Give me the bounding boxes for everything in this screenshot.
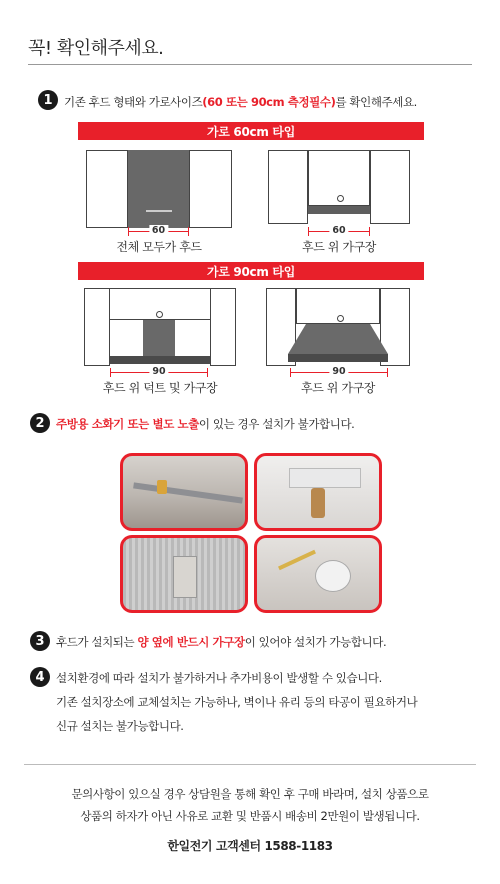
cabinet-right bbox=[189, 150, 232, 228]
cabinet-knob bbox=[337, 195, 344, 202]
step-3-text-highlight: 양 옆에 반드시 가구장 bbox=[137, 635, 245, 649]
dimension-line-a bbox=[128, 225, 189, 236]
diagram-full-hood bbox=[86, 150, 232, 228]
hood-body bbox=[128, 150, 189, 228]
photo-valve bbox=[311, 488, 325, 518]
diagram-chimney-hood bbox=[266, 288, 410, 366]
photo-tube bbox=[278, 550, 316, 571]
cabinet-knob bbox=[337, 315, 344, 322]
band-60cm: 가로 60cm 타입 bbox=[78, 122, 424, 140]
hood-body bbox=[110, 356, 210, 364]
cabinet-left bbox=[268, 150, 308, 224]
photo-pipe bbox=[133, 482, 243, 503]
duct bbox=[143, 320, 175, 356]
photo-fire-extinguisher-pipe bbox=[120, 453, 248, 531]
dimension-label-b: 60 bbox=[329, 225, 348, 236]
caption-b: 후드 위 가구장 bbox=[302, 240, 376, 254]
footer-line-1: 문의사항이 있으실 경우 상담원을 통해 확인 후 구매 바라며, 설치 상품으로 bbox=[71, 787, 429, 801]
step-4-line-1: 설치환경에 따라 설치가 불가하거나 추가비용이 발생할 수 있습니다. bbox=[56, 671, 382, 685]
step-1-text-pre: 기존 후드 형태와 가로사이즈 bbox=[64, 95, 203, 109]
step-4-line-2: 기존 설치장소에 교체설치는 가능하나, 벽이나 유리 등의 타공이 필요하거나 bbox=[56, 695, 418, 709]
dimension-label-c: 90 bbox=[149, 366, 168, 377]
dimension-label-a: 60 bbox=[149, 225, 168, 236]
step-1-text-highlight: (60 또는 90cm 측정필수) bbox=[202, 95, 336, 109]
step-4-line-3: 신규 설치는 불가능합니다. bbox=[56, 719, 184, 733]
photo-extinguisher-cylinder bbox=[254, 535, 382, 613]
step-3-badge: 3 bbox=[30, 631, 50, 651]
diagram-duct-and-cabinet bbox=[84, 288, 236, 366]
title-divider bbox=[28, 64, 472, 65]
step-3-text-post: 이 있어야 설치가 가능합니다. bbox=[244, 635, 387, 649]
step-4-badge: 4 bbox=[30, 667, 50, 687]
caption-c: 후드 위 덕트 및 가구장 bbox=[102, 381, 218, 395]
cabinet-right bbox=[370, 150, 410, 224]
dimension-line-c bbox=[110, 366, 208, 377]
step-2-badge: 2 bbox=[30, 413, 50, 433]
step-2-text-highlight: 주방용 소화기 또는 별도 노출 bbox=[56, 417, 199, 431]
photo-nozzle bbox=[157, 480, 167, 494]
step-1-text bbox=[64, 94, 417, 110]
dimension-line-d bbox=[290, 366, 388, 377]
diagram-hood-under-cabinet bbox=[268, 150, 410, 224]
step-2-text bbox=[56, 416, 354, 432]
cabinet-top bbox=[296, 288, 380, 324]
cabinet-right bbox=[210, 288, 236, 366]
photo-unit-box bbox=[289, 468, 361, 488]
page-title: 꼭! 확인해주세요. bbox=[28, 38, 164, 59]
hood-body bbox=[288, 324, 388, 366]
hood-panel-mark bbox=[146, 210, 172, 212]
step-3-text-pre: 후드가 설치되는 bbox=[56, 635, 138, 649]
cabinet-knob bbox=[156, 311, 163, 318]
step-1-text-post: 를 확인해주세요. bbox=[335, 95, 417, 109]
customer-center-contact: 한일전기 고객센터 1588-1183 bbox=[167, 839, 333, 853]
footer-divider bbox=[24, 764, 476, 765]
cabinet-left bbox=[84, 288, 110, 366]
step-1-badge: 1 bbox=[38, 90, 58, 110]
photo-hood-panel bbox=[120, 535, 248, 613]
dimension-line-b bbox=[308, 225, 370, 236]
cabinet-top bbox=[308, 150, 370, 206]
dimension-label-d: 90 bbox=[329, 366, 348, 377]
caption-d: 후드 위 가구장 bbox=[301, 381, 375, 395]
step-3-text bbox=[56, 634, 386, 650]
photo-bracket bbox=[173, 556, 197, 598]
photo-extinguisher-unit bbox=[254, 453, 382, 531]
caption-a: 전체 모두가 후드 bbox=[116, 240, 202, 254]
hood-body bbox=[308, 206, 370, 214]
footer-line-2: 상품의 하자가 아닌 사유로 교환 및 반품시 배송비 2만원이 발생됩니다. bbox=[80, 809, 420, 823]
cabinet-left bbox=[86, 150, 128, 228]
step-2-text-post: 이 있는 경우 설치가 불가합니다. bbox=[198, 417, 355, 431]
photo-cylinder bbox=[315, 560, 351, 592]
band-90cm: 가로 90cm 타입 bbox=[78, 262, 424, 280]
